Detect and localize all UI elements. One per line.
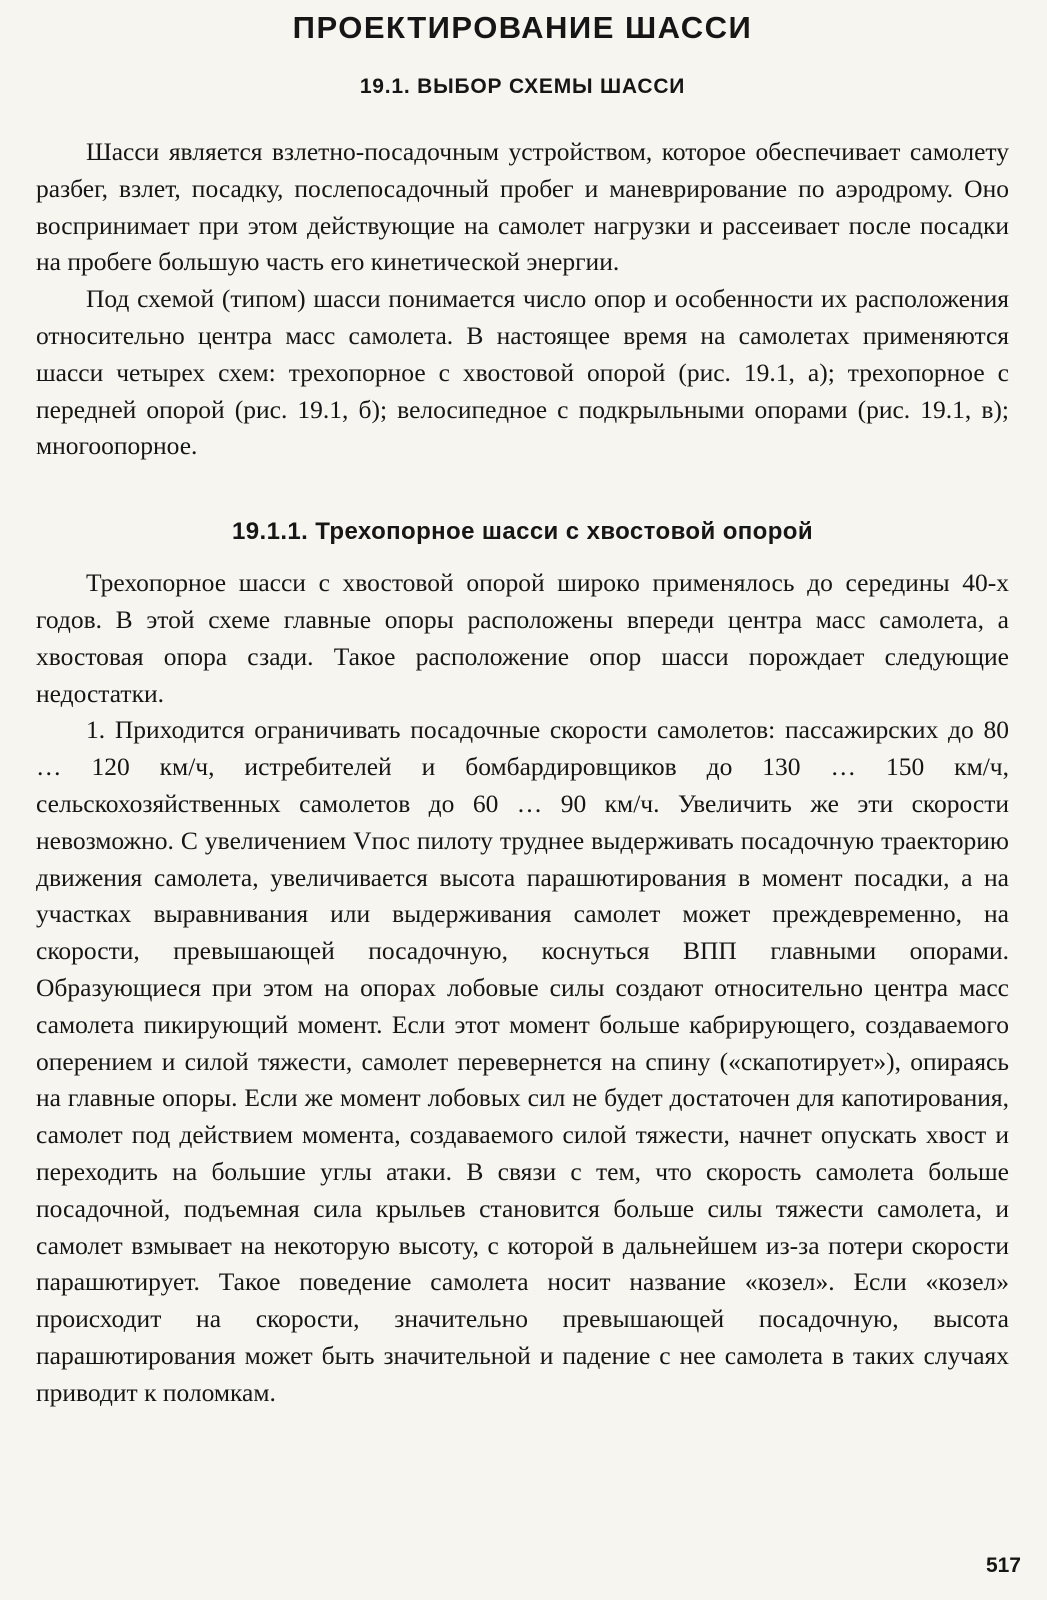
- subsection-title: 19.1.1. Трехопорное шасси с хвостовой опорой: [232, 518, 813, 546]
- paragraph-landing-gear-definition: Шасси является взлетно-посадочным устройством, которое обеспечивает самолету разбег, взлет, посадку, послепосадочный пробег и маневрирование по аэродрому. Оно воспринимает при этом действующие на самолет нагрузки и рассеивает после посадки на пробеге большую часть его кинетической энергии.: [36, 137, 1009, 277]
- paragraph-landing-gear-schemes: Под схемой (типом) шасси понимается число опор и особенности их расположения относительно центра масс самолета. В настоящее время на самолетах применяются шасси четырех схем: трехопорное с хвостовой опорой (рис. 19.1, а); трехопорное с передней опорой (рис. 19.1, б); велосипедное с подкрыльными опорами (рис. 19.1, в); многоопорное.: [36, 284, 1009, 461]
- paragraph-tail-wheel-intro: Трехопорное шасси с хвостовой опорой широко применялось до середины 40-х годов. В этой схеме главные опоры расположены впереди центра масс самолета, а хвостовая опора сзади. Такое расположение опор шасси порождает следующие недостатки.: [36, 568, 1009, 708]
- chapter-title: ПРОЕКТИРОВАНИЕ ШАССИ: [292, 10, 753, 45]
- paragraph-landing-speed-limits: 1. Приходится ограничивать посадочные скорости самолетов: пассажирских до 80 … 120 км/ч, истребителей и бомбардировщиков до 130 … 150 км/ч, сельскохозяйственных самолетов до 60 … 90 км/ч. Увеличить же эти скорости невозможно. С увеличением Vпос пилоту труднее выдерживать посадочную траекторию движения самолета, увеличивается высота парашютирования в момент посадки, а на участках выравнивания или выдерживания самолет может преждевременно, на скорости, превышающей посадочную, коснуться ВПП главными опорами. Образующиеся при этом на опорах лобовые силы создают относительно центра масс самолета пикирующий момент. Если этот момент больше кабрирующего, создаваемого оперением и силой тяжести, самолет перевернется на спину («скапотирует»), опираясь на главные опоры. Если же момент лобовых сил не будет достаточен для капотирования, самолет под действием момента, создаваемого силой тяжести, начнет опускать хвост и переходить на большие углы атаки. В связи с тем, что скорость самолета больше посадочной, подъемная сила крыльев становится больше силы тяжести самолета, и самолет взмывает на некоторую высоту, с которой в дальнейшем из-за потери скорости парашютирует. Такое поведение самолета носит название «козел». Если «козел» происходит на скорости, значительно превышающей посадочную, высота парашютирования может быть значительной и падение с нее самолета в таких случаях приводит к поломкам.: [36, 715, 1009, 1407]
- section-title: 19.1. ВЫБОР СХЕМЫ ШАССИ: [359, 75, 686, 98]
- page-number: 517: [985, 1554, 1021, 1577]
